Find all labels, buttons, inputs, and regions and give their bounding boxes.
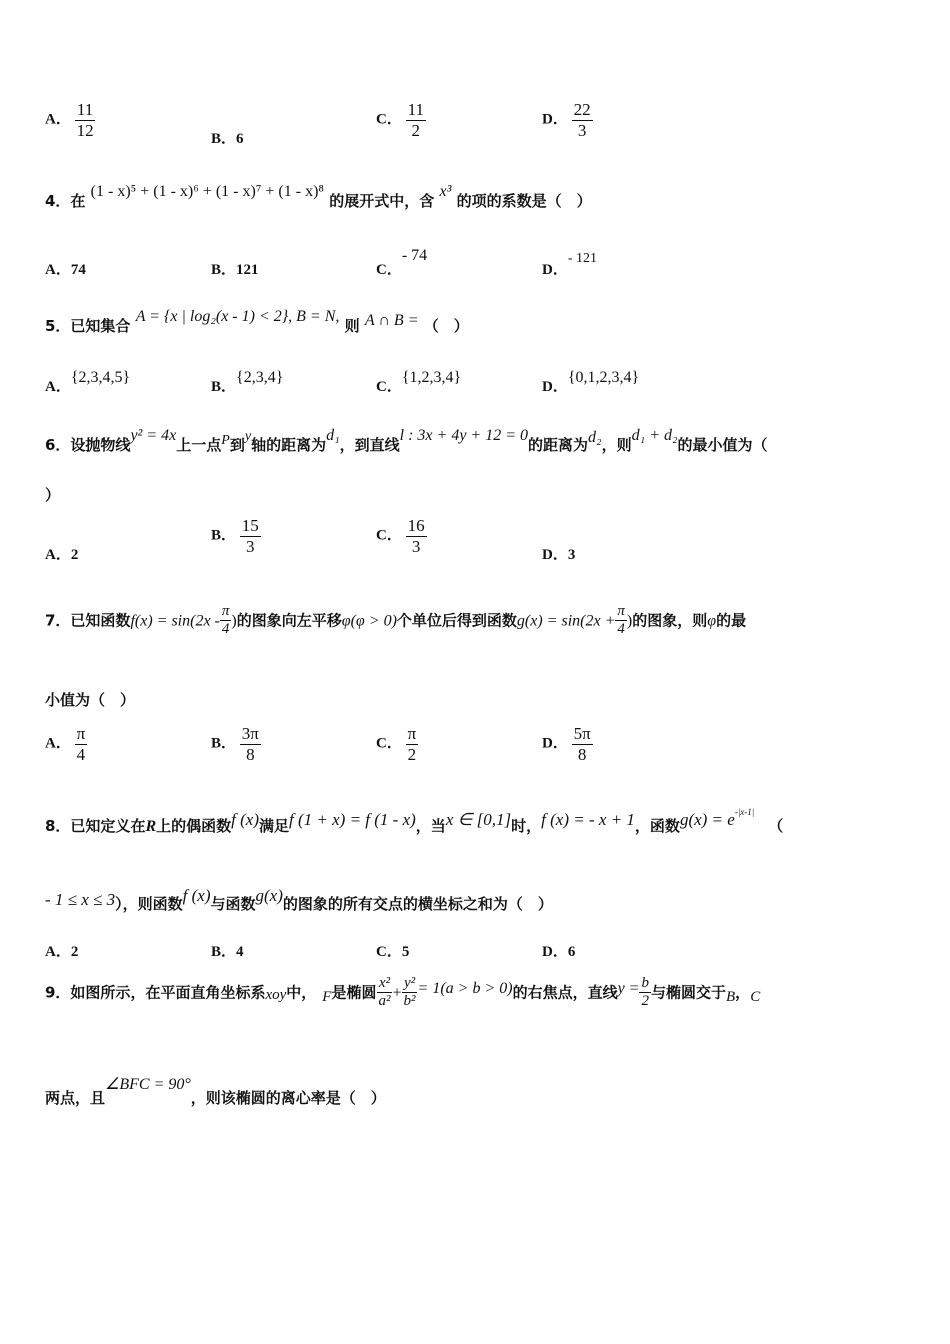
fraction: [406, 724, 419, 764]
question-7: 7．已知函数f(x) = sin(2x - $\frac{\pi}{4}$ )的图象向左平移φ(φ > 0)个单位后得到函数g(x) = sin(2x + $\frac{\pi}{4}$ )的图象，则φ的最: [45, 603, 747, 638]
math-term: d₂: [588, 429, 602, 446]
question-text: 是椭圆: [331, 983, 377, 1002]
question-5: [45, 308, 469, 336]
math-term: P: [221, 433, 230, 448]
question-text: 轴的距离为: [251, 436, 327, 454]
numerator: π: [220, 603, 232, 621]
option-label: A．: [45, 379, 71, 395]
q6-option-c: [376, 516, 427, 556]
math-term: C: [750, 989, 761, 1006]
question-text: 的图象向左平移: [236, 611, 342, 630]
question-9: [45, 975, 760, 1011]
numerator: x²: [377, 975, 392, 993]
math-expression: x ∈ [0,1]: [445, 810, 512, 829]
fraction: [406, 516, 427, 556]
q6-option-b: [211, 516, 261, 556]
math-expression: f(x) = sin(2x -: [130, 612, 220, 630]
fraction: [75, 100, 96, 140]
q7-option-a: [45, 724, 87, 764]
option-value: {2,3,4,5}: [70, 369, 131, 386]
question-text: 与函数: [210, 895, 256, 913]
q8-option-c: C．5: [376, 944, 410, 960]
question-text: 的距离为: [528, 436, 589, 454]
plus-sign: +: [392, 984, 402, 1002]
q6-option-d: D．3: [542, 547, 576, 563]
math-expression: g(x) = sin(2x +: [516, 612, 616, 630]
fraction: [75, 724, 88, 764]
question-text: 的最小值为（: [677, 436, 768, 454]
numerator: 3π: [241, 724, 259, 743]
math-term: y: [244, 429, 252, 444]
question-text: 的项的系数是（ ）: [456, 192, 592, 210]
q7-option-d: [542, 724, 593, 764]
fraction: [406, 100, 426, 140]
option-value: {0,1,2,3,4}: [567, 369, 640, 386]
option-label: B．: [211, 379, 237, 395]
option-label: D．: [542, 111, 568, 128]
question-text: （: [768, 817, 784, 835]
q8-option-d: D．6: [542, 944, 576, 960]
math-expression: l : 3x + 4y + 12 = 0: [399, 427, 529, 444]
q3-option-d: [542, 100, 593, 140]
option-value: - 121: [567, 251, 598, 266]
q4-option-a: A．74: [45, 262, 86, 278]
question-text: 上的偶函数: [156, 817, 232, 835]
q5-option-c: [376, 369, 462, 396]
q7-option-c: [376, 724, 418, 764]
option-value: 6: [236, 131, 244, 147]
option-label: C．: [376, 111, 402, 128]
question-6: [45, 427, 768, 455]
numerator: 11: [76, 100, 94, 119]
denominator: 3: [411, 536, 421, 556]
denominator: 8: [577, 744, 587, 764]
denominator: 2: [407, 744, 417, 764]
option-value: {1,2,3,4}: [401, 369, 462, 386]
numerator: 5π: [573, 724, 591, 743]
question-text: 上一点: [176, 436, 222, 454]
numerator: 16: [407, 516, 425, 535]
math-expression: f (1 + x) = f (1 - x): [289, 810, 416, 829]
question-text: 满足: [258, 817, 289, 835]
denominator: 4: [76, 744, 86, 764]
math-expression: y² = 4x: [130, 427, 177, 444]
option-label: C．: [376, 379, 402, 395]
math-term: R: [145, 818, 157, 835]
denominator: 3: [246, 536, 255, 556]
math-term: F: [322, 989, 332, 1006]
question-text: 两点，且: [45, 1089, 106, 1107]
question-text: 8．已知定义在: [45, 817, 146, 835]
q8-option-b: B．4: [211, 944, 244, 960]
q4-option-c: [376, 247, 428, 279]
q3-option-c: [376, 100, 426, 140]
math-expression: f (x): [182, 886, 211, 905]
q5-option-b: [211, 369, 284, 396]
question-text: ，到直线: [339, 436, 400, 454]
question-text: 到: [229, 436, 245, 454]
question-text: 中，: [286, 983, 317, 1002]
math-expression: y =: [617, 980, 640, 998]
option-value: - 74: [401, 247, 428, 264]
question-7-continued: 小值为（ ）: [45, 691, 136, 709]
question-text: 与椭圆交于: [650, 983, 726, 1002]
denominator: b²: [403, 993, 416, 1010]
question-6-continued: ）: [45, 486, 61, 504]
question-text: 的右焦点，直线: [512, 983, 618, 1002]
question-text: 时，: [511, 817, 542, 835]
q8-option-a: A．2: [45, 944, 79, 960]
question-text: 个单位后得到函数: [396, 611, 517, 630]
math-term: B: [726, 989, 736, 1006]
math-expression: = 1(a > b > 0): [417, 980, 513, 998]
denominator: 12: [76, 120, 94, 140]
denominator: 2: [411, 120, 421, 140]
question-text: 的图象，则: [632, 611, 708, 630]
question-text: ），则函数: [115, 895, 183, 913]
math-expression: ∠BFC = 90°: [105, 1076, 191, 1093]
math-exponent: -|x-1|: [734, 807, 755, 817]
q4-option-d: [542, 251, 598, 279]
math-expression: φ(φ > 0): [341, 612, 397, 630]
question-text: 的图象的所有交点的横坐标之和为（ ）: [282, 895, 553, 913]
question-text: ，则该椭圆的离心率是（ ）: [190, 1089, 386, 1107]
option-label: D．: [542, 379, 568, 395]
question-8: [45, 807, 784, 836]
math-expression: f (x): [231, 810, 259, 829]
fraction: [376, 975, 392, 1011]
question-text: （ ）: [423, 317, 469, 335]
numerator: π: [76, 724, 86, 743]
numerator: π: [615, 603, 627, 621]
math-expression: A ∩ B =: [364, 312, 419, 329]
question-text: 4．在: [45, 192, 86, 210]
math-expression: f (x) = - x + 1: [541, 810, 635, 829]
question-text: ，当: [415, 817, 446, 835]
fraction: [240, 724, 261, 764]
q6-option-a: A．2: [45, 547, 79, 563]
denominator: 4: [221, 621, 230, 638]
fraction: [572, 724, 593, 764]
math-term: φ: [707, 612, 717, 630]
option-value: {2,3,4}: [236, 369, 284, 386]
option-label: C．: [376, 262, 402, 278]
question-text: 的展开式中，含: [329, 192, 435, 210]
q5-option-a: [45, 369, 131, 396]
fraction: [615, 603, 627, 639]
question-text: 9．如图所示，在平面直角坐标系: [45, 983, 266, 1002]
math-expression: d₁ + d₂: [631, 427, 678, 444]
option-label: B．: [211, 131, 237, 147]
numerator: π: [407, 724, 417, 743]
option-label: A．: [45, 111, 71, 128]
numerator: 15: [241, 516, 259, 535]
option-label: B．: [211, 527, 237, 544]
q3-option-b: [211, 127, 244, 148]
math-expression: (1 - x)⁵ + (1 - x)⁶ + (1 - x)⁷ + (1 - x)⁸: [90, 183, 324, 200]
option-label: C．: [376, 735, 402, 752]
option-label: D．: [542, 262, 568, 278]
question-text: ，: [735, 983, 751, 1002]
question-text: ，函数: [634, 817, 680, 835]
fraction: [402, 975, 418, 1011]
denominator: 3: [577, 120, 587, 140]
q5-option-d: [542, 369, 640, 396]
fraction: [639, 975, 651, 1011]
question-text: 的最: [716, 611, 747, 630]
math-expression: A = {x | log₂(x - 1) < 2}, B = N,: [135, 308, 340, 325]
math-term: d₁: [326, 427, 340, 444]
fraction: [240, 516, 261, 556]
q4-option-b: B．121: [211, 262, 259, 278]
numerator: y²: [402, 975, 417, 993]
option-label: B．: [211, 735, 237, 752]
math-expression: g(x): [255, 886, 283, 905]
fraction: [572, 100, 593, 140]
numerator: 22: [573, 100, 591, 119]
denominator: 4: [617, 621, 625, 638]
question-8-continued: [45, 886, 553, 914]
q3-option-a: [45, 100, 96, 140]
numerator: 11: [407, 100, 424, 119]
question-4: [45, 183, 592, 211]
question-text: 7．已知函数: [45, 611, 131, 630]
question-9-continued: [45, 1076, 386, 1108]
numerator: b: [639, 975, 651, 993]
question-text: 则: [344, 317, 360, 335]
q7-option-b: [211, 724, 261, 764]
question-text: 6．设抛物线: [45, 436, 131, 454]
math-term: xoy: [265, 987, 287, 1004]
denominator: a²: [378, 993, 391, 1010]
question-text: ，则: [601, 436, 632, 454]
question-text: 5．已知集合: [45, 317, 131, 335]
option-label: C．: [376, 527, 402, 544]
math-expression: g(x) = e: [679, 810, 735, 829]
fraction: [220, 603, 232, 639]
option-label: A．: [45, 735, 71, 752]
option-label: D．: [542, 735, 568, 752]
denominator: 2: [641, 993, 649, 1010]
math-term: x³: [439, 183, 452, 200]
math-expression: - 1 ≤ x ≤ 3: [45, 890, 116, 909]
denominator: 8: [246, 744, 255, 764]
